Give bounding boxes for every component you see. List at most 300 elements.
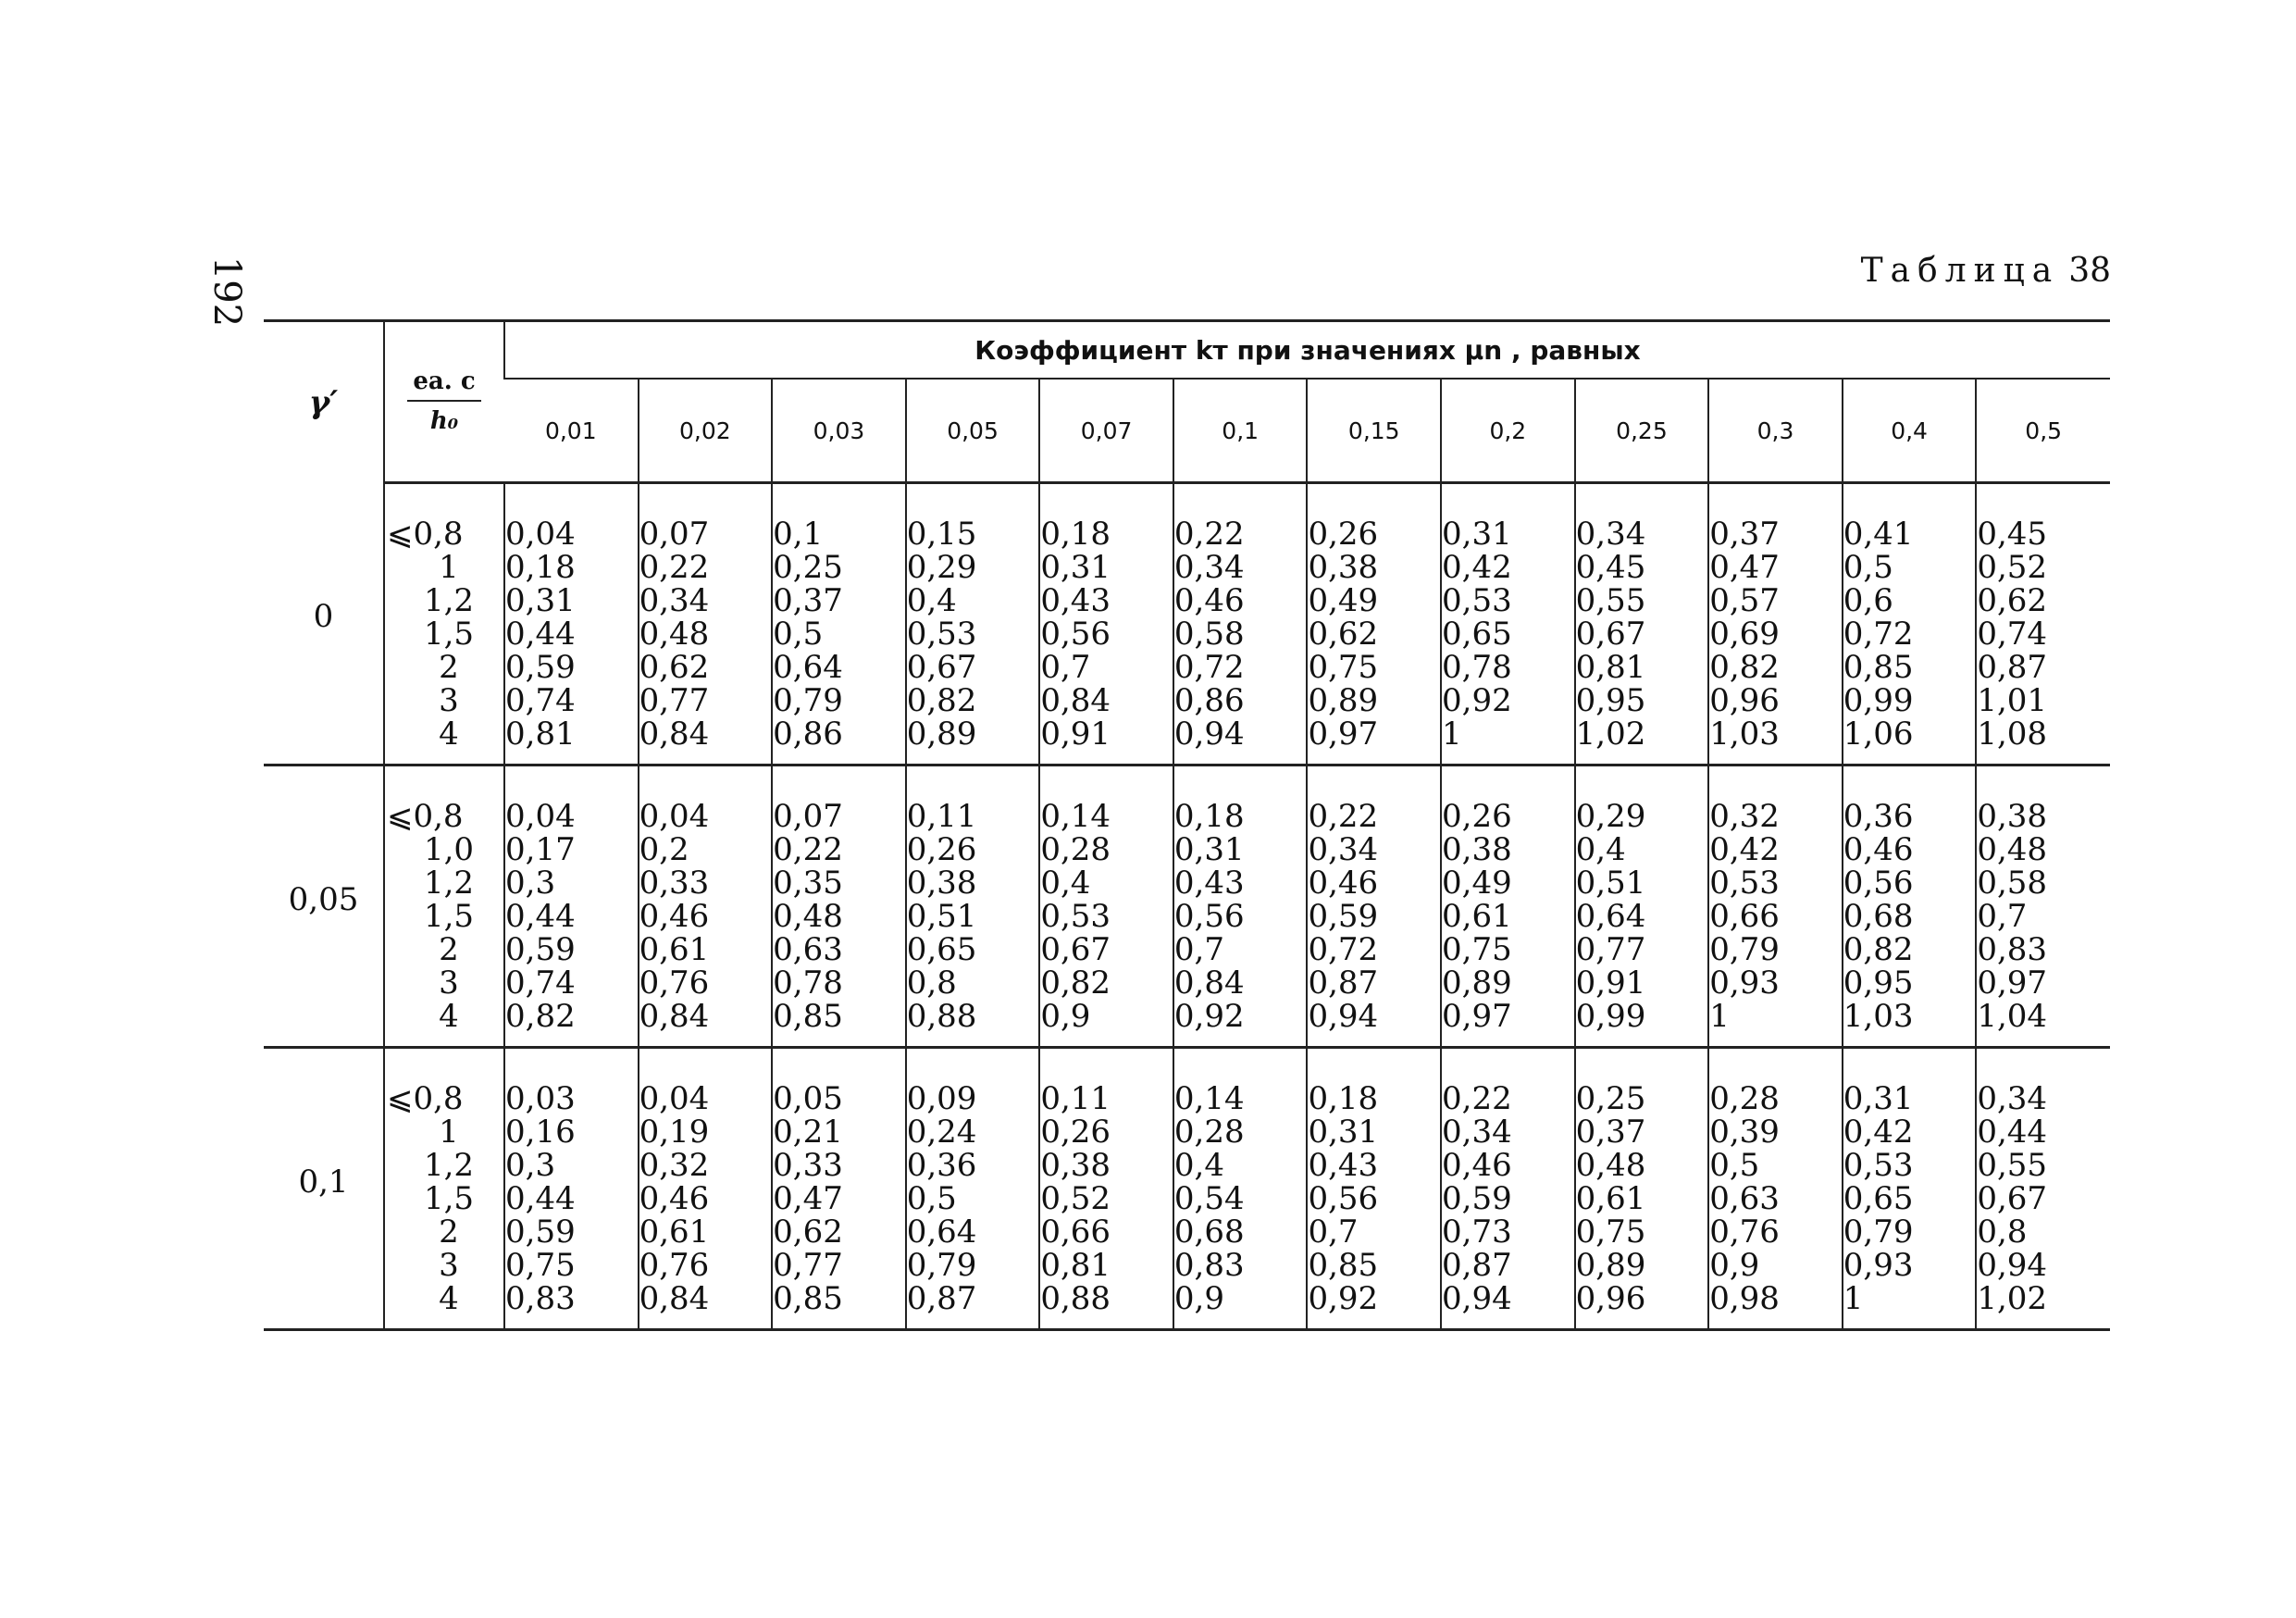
coefficient-value: 0,97	[1308, 716, 1379, 753]
coefficient-value: 0,31	[1040, 549, 1111, 586]
coefficient-value: 0,38	[1040, 1147, 1111, 1184]
coefficient-value: 0,45	[1575, 549, 1646, 586]
coefficient-column-5	[1173, 483, 1308, 765]
header-mu-6: 0,15	[1307, 379, 1441, 483]
coefficient-value: 0,88	[1040, 1280, 1111, 1317]
coefficient-column-2	[772, 765, 906, 1048]
coefficient-value: 0,93	[1843, 1247, 1914, 1284]
coefficient-value: 0,61	[1575, 1180, 1646, 1217]
header-mu-10: 0,4	[1843, 379, 1977, 483]
coefficient-value: 0,83	[1173, 1247, 1245, 1284]
coefficient-value: 1	[1709, 998, 1730, 1035]
coefficient-value: 0,18	[1040, 516, 1111, 553]
coefficient-value: 0,26	[906, 831, 977, 868]
coefficient-column-8	[1575, 765, 1709, 1048]
coefficient-value: 0,86	[773, 716, 843, 753]
coefficient-value: 0,18	[505, 549, 576, 586]
coefficient-value: 0,56	[1308, 1180, 1379, 1217]
coefficient-value: 0,95	[1843, 965, 1914, 1002]
coefficient-value: 0,77	[639, 682, 710, 719]
coefficient-value: 0,85	[773, 1280, 843, 1317]
coefficient-value: 0,72	[1843, 616, 1914, 653]
coefficient-value: 0,22	[1173, 516, 1245, 553]
coefficient-value: 0,09	[906, 1080, 977, 1117]
coefficient-column-9	[1708, 483, 1843, 765]
ratio-value: 3	[439, 965, 459, 1002]
ratio-values	[384, 1048, 504, 1330]
header-mu-8: 0,25	[1575, 379, 1709, 483]
header-mu-7: 0,2	[1441, 379, 1575, 483]
coefficient-column-2	[772, 1048, 906, 1330]
coefficient-column-9	[1708, 1048, 1843, 1330]
coefficient-column-8	[1575, 1048, 1709, 1330]
coefficient-value: 0,78	[773, 965, 843, 1002]
coefficient-value: 0,95	[1575, 682, 1646, 719]
coefficient-value: 0,75	[505, 1247, 576, 1284]
table-row	[264, 483, 2110, 765]
coefficient-value: 0,36	[1843, 798, 1914, 835]
coefficient-value: 0,28	[1173, 1114, 1245, 1151]
coefficient-value: 0,44	[505, 1180, 576, 1217]
coefficient-column-0	[504, 483, 639, 765]
coefficient-column-10	[1843, 765, 1977, 1048]
coefficient-value: 0,55	[1575, 582, 1646, 619]
coefficient-value: 0,4	[1173, 1147, 1224, 1184]
coefficient-value: 0,64	[1575, 898, 1646, 935]
coefficient-value: 0,5	[1843, 549, 1893, 586]
ratio-value: 1,5	[423, 616, 475, 653]
coefficient-value: 0,7	[1173, 931, 1224, 968]
coefficient-value: 0,37	[773, 582, 843, 619]
coefficient-column-8	[1575, 483, 1709, 765]
coefficient-value: 0,7	[1308, 1214, 1359, 1251]
coefficient-value: 0,61	[1442, 898, 1512, 935]
coefficient-value: 0,18	[1173, 798, 1245, 835]
coefficient-value: 0,6	[1843, 582, 1893, 619]
coefficient-value: 0,93	[1709, 965, 1780, 1002]
coefficient-value: 0,92	[1308, 1280, 1379, 1317]
coefficient-value: 0,49	[1308, 582, 1379, 619]
coefficient-value: 0,47	[1709, 549, 1780, 586]
coefficient-column-9	[1708, 765, 1843, 1048]
coefficient-value: 0,65	[1442, 616, 1512, 653]
coefficient-column-1	[639, 1048, 773, 1330]
coefficient-value: 0,69	[1709, 616, 1780, 653]
coefficient-value: 0,91	[1575, 965, 1646, 1002]
coefficient-value: 0,97	[1442, 998, 1512, 1035]
coefficient-value: 0,15	[906, 516, 977, 553]
coefficient-value: 0,63	[773, 931, 843, 968]
coefficient-value: 0,75	[1442, 931, 1512, 968]
coefficient-value: 0,62	[1977, 582, 2048, 619]
coefficient-value: 0,44	[1977, 1114, 2048, 1151]
coefficient-table	[264, 319, 2110, 1331]
ratio-denominator: h₀	[429, 407, 459, 435]
coefficient-value: 0,5	[1709, 1147, 1760, 1184]
coefficient-value: 0,31	[1173, 831, 1245, 868]
ratio-value: ⩽0,8	[387, 798, 464, 835]
coefficient-value: 0,22	[1442, 1080, 1512, 1117]
coefficient-value: 0,86	[1173, 682, 1245, 719]
coefficient-value: 0,78	[1442, 649, 1512, 686]
coefficient-value: 0,26	[1442, 798, 1512, 835]
coefficient-column-2	[772, 483, 906, 765]
coefficient-value: 0,26	[1040, 1114, 1111, 1151]
coefficient-value: 0,8	[1977, 1214, 2028, 1251]
coefficient-value: 0,33	[773, 1147, 843, 1184]
coefficient-value: 0,59	[1308, 898, 1379, 935]
coefficient-value: 1,02	[1977, 1280, 2048, 1317]
coefficient-value: 0,76	[639, 1247, 710, 1284]
coefficient-value: 0,59	[505, 931, 576, 968]
coefficient-value: 0,84	[1173, 965, 1245, 1002]
coefficient-value: 0,29	[906, 549, 977, 586]
coefficient-value: 0,98	[1709, 1280, 1780, 1317]
coefficient-value: 0,81	[1040, 1247, 1111, 1284]
coefficient-value: 0,53	[1040, 898, 1111, 935]
coefficient-column-7	[1441, 483, 1575, 765]
coefficient-value: 0,84	[639, 1280, 710, 1317]
coefficient-value: 0,14	[1173, 1080, 1245, 1117]
coefficient-value: 0,63	[1709, 1180, 1780, 1217]
coefficient-value: 0,66	[1709, 898, 1780, 935]
coefficient-value: 0,7	[1977, 898, 2028, 935]
coefficient-value: 0,4	[1575, 831, 1626, 868]
coefficient-value: 0,46	[1173, 582, 1245, 619]
ratio-value: 1,5	[423, 1180, 475, 1217]
ratio-value: 3	[439, 1247, 459, 1284]
table-caption	[1861, 252, 2111, 290]
coefficient-column-7	[1441, 765, 1575, 1048]
coefficient-value: 1,06	[1843, 716, 1914, 753]
coefficient-value: 1,03	[1843, 998, 1914, 1035]
coefficient-value: 0,1	[773, 516, 824, 553]
coefficient-value: 0,81	[1575, 649, 1646, 686]
coefficient-value: 0,94	[1442, 1280, 1512, 1317]
coefficient-value: 0,64	[906, 1214, 977, 1251]
coefficient-value: 0,73	[1442, 1214, 1512, 1251]
coefficient-value: 0,34	[1308, 831, 1379, 868]
coefficient-column-1	[639, 765, 773, 1048]
coefficient-value: 0,75	[1575, 1214, 1646, 1251]
ratio-value: 2	[439, 649, 459, 686]
coefficient-value: 0,53	[906, 616, 977, 653]
coefficient-value: 1	[1442, 716, 1462, 753]
page-number: 192	[205, 255, 248, 328]
coefficient-value: 0,96	[1575, 1280, 1646, 1317]
coefficient-value: 0,74	[505, 682, 576, 719]
ratio-value: 1	[439, 1114, 459, 1151]
coefficient-value: 0,65	[1843, 1180, 1914, 1217]
header-mu-0: 0,01	[504, 379, 639, 483]
coefficient-value: 0,03	[505, 1080, 576, 1117]
header-ratio	[384, 321, 504, 483]
coefficient-value: 0,25	[773, 549, 843, 586]
ratio-value: 1,2	[423, 865, 475, 902]
coefficient-value: 0,49	[1442, 865, 1512, 902]
coefficient-column-4	[1039, 1048, 1173, 1330]
coefficient-value: 1,04	[1977, 998, 2048, 1035]
ratio-value: 1,5	[423, 898, 475, 935]
header-mu-4: 0,07	[1039, 379, 1173, 483]
coefficient-value: 0,68	[1843, 898, 1914, 935]
ratio-fraction	[407, 367, 480, 436]
coefficient-value: 0,5	[773, 616, 824, 653]
coefficient-value: 0,48	[1977, 831, 2048, 868]
coefficient-value: 0,51	[1575, 865, 1646, 902]
header-span-title: Коэффициент kт при значениях μn , равных	[504, 321, 2110, 380]
group-0	[264, 483, 2110, 765]
coefficient-value: 0,58	[1173, 616, 1245, 653]
coefficient-value: 0,56	[1040, 616, 1111, 653]
coefficient-value: 0,59	[505, 1214, 576, 1251]
coefficient-value: 0,43	[1040, 582, 1111, 619]
coefficient-value: 0,89	[1308, 682, 1379, 719]
coefficient-column-11	[1976, 765, 2110, 1048]
coefficient-value: 0,32	[1709, 798, 1780, 835]
coefficient-value: 0,54	[1173, 1180, 1245, 1217]
ratio-value: ⩽0,8	[387, 516, 464, 553]
ratio-value: 2	[439, 931, 459, 968]
ratio-values	[384, 765, 504, 1048]
coefficient-column-6	[1307, 483, 1441, 765]
coefficient-value: 0,89	[906, 716, 977, 753]
coefficient-value: 0,52	[1040, 1180, 1111, 1217]
coefficient-value: 0,91	[1040, 716, 1111, 753]
coefficient-value: 0,34	[1575, 516, 1646, 553]
coefficient-value: 0,34	[639, 582, 710, 619]
coefficient-value: 0,42	[1843, 1114, 1914, 1151]
coefficient-value: 0,79	[906, 1247, 977, 1284]
coefficient-column-10	[1843, 483, 1977, 765]
coefficient-value: 0,11	[1040, 1080, 1111, 1117]
coefficient-value: 0,57	[1709, 582, 1780, 619]
coefficient-value: 0,3	[505, 1147, 556, 1184]
header-mu-2: 0,03	[772, 379, 906, 483]
coefficient-value: 0,84	[1040, 682, 1111, 719]
gamma-value: 0,05	[264, 765, 384, 1048]
coefficient-column-11	[1976, 1048, 2110, 1330]
ratio-value: 4	[439, 716, 459, 753]
coefficient-value: 0,04	[639, 1080, 710, 1117]
coefficient-value: 0,66	[1040, 1214, 1111, 1251]
coefficient-value: 0,33	[639, 865, 710, 902]
ratio-value: ⩽0,8	[387, 1080, 464, 1117]
header-mu-11: 0,5	[1976, 379, 2110, 483]
coefficient-value: 0,35	[773, 865, 843, 902]
coefficient-value: 0,62	[1308, 616, 1379, 653]
coefficient-value: 0,46	[1843, 831, 1914, 868]
coefficient-value: 0,82	[1709, 649, 1780, 686]
coefficient-value: 0,37	[1575, 1114, 1646, 1151]
coefficient-value: 0,99	[1575, 998, 1646, 1035]
coefficient-value: 0,48	[773, 898, 843, 935]
table-row	[264, 765, 2110, 1048]
coefficient-value: 0,7	[1040, 649, 1091, 686]
coefficient-value: 0,38	[1308, 549, 1379, 586]
coefficient-value: 0,67	[1040, 931, 1111, 968]
ratio-value: 3	[439, 682, 459, 719]
coefficient-value: 0,42	[1709, 831, 1780, 868]
group-1	[264, 765, 2110, 1048]
coefficient-value: 0,19	[639, 1114, 710, 1151]
coefficient-value: 0,82	[906, 682, 977, 719]
coefficient-value: 0,68	[1173, 1214, 1245, 1251]
coefficient-value: 0,07	[639, 516, 710, 553]
coefficient-value: 0,34	[1442, 1114, 1512, 1151]
coefficient-value: 0,97	[1977, 965, 2048, 1002]
coefficient-value: 0,74	[1977, 616, 2048, 653]
coefficient-column-4	[1039, 765, 1173, 1048]
coefficient-value: 0,47	[773, 1180, 843, 1217]
coefficient-value: 0,92	[1173, 998, 1245, 1035]
coefficient-value: 0,76	[639, 965, 710, 1002]
coefficient-value: 0,44	[505, 898, 576, 935]
coefficient-column-6	[1307, 765, 1441, 1048]
coefficient-value: 0,67	[1575, 616, 1646, 653]
coefficient-value: 0,2	[639, 831, 689, 868]
coefficient-value: 0,83	[1977, 931, 2048, 968]
coefficient-value: 0,04	[505, 798, 576, 835]
coefficient-value: 0,26	[1308, 516, 1379, 553]
coefficient-value: 0,84	[639, 716, 710, 753]
coefficient-value: 0,39	[1709, 1114, 1780, 1151]
coefficient-value: 0,89	[1575, 1247, 1646, 1284]
coefficient-column-0	[504, 1048, 639, 1330]
coefficient-value: 0,51	[906, 898, 977, 935]
coefficient-value: 0,94	[1977, 1247, 2048, 1284]
coefficient-value: 0,94	[1308, 998, 1379, 1035]
coefficient-value: 0,44	[505, 616, 576, 653]
coefficient-value: 0,58	[1977, 865, 2048, 902]
coefficient-value: 0,74	[505, 965, 576, 1002]
coefficient-value: 0,77	[1575, 931, 1646, 968]
ratio-values	[384, 483, 504, 765]
coefficient-value: 0,48	[639, 616, 710, 653]
coefficient-value: 0,43	[1173, 865, 1245, 902]
coefficient-value: 0,62	[773, 1214, 843, 1251]
coefficient-value: 0,85	[1843, 649, 1914, 686]
table-caption-label: Таблица	[1860, 252, 2060, 290]
coefficient-value: 0,31	[1442, 516, 1512, 553]
coefficient-value: 0,9	[1040, 998, 1091, 1035]
coefficient-value: 0,81	[505, 716, 576, 753]
coefficient-value: 0,16	[505, 1114, 576, 1151]
coefficient-value: 0,85	[1308, 1247, 1379, 1284]
coefficient-value: 1,02	[1575, 716, 1646, 753]
coefficient-value: 0,34	[1977, 1080, 2048, 1117]
coefficient-value: 0,79	[1709, 931, 1780, 968]
gamma-value: 0,1	[264, 1048, 384, 1330]
coefficient-value: 0,3	[505, 865, 556, 902]
coefficient-value: 0,72	[1173, 649, 1245, 686]
coefficient-value: 0,46	[639, 898, 710, 935]
coefficient-value: 0,11	[906, 798, 977, 835]
coefficient-value: 0,9	[1173, 1280, 1224, 1317]
coefficient-value: 0,62	[639, 649, 710, 686]
coefficient-value: 0,56	[1173, 898, 1245, 935]
header-mu-1: 0,02	[639, 379, 773, 483]
coefficient-value: 0,38	[1977, 798, 2048, 835]
coefficient-column-1	[639, 483, 773, 765]
coefficient-value: 0,99	[1843, 682, 1914, 719]
coefficient-value: 0,77	[773, 1247, 843, 1284]
coefficient-value: 0,53	[1442, 582, 1512, 619]
coefficient-column-7	[1441, 1048, 1575, 1330]
coefficient-value: 0,31	[1843, 1080, 1914, 1117]
coefficient-value: 0,29	[1575, 798, 1646, 835]
ratio-value: 1	[439, 549, 459, 586]
coefficient-value: 0,65	[906, 931, 977, 968]
coefficient-value: 0,89	[1442, 965, 1512, 1002]
header-mu-row	[264, 379, 2110, 483]
header-mu-3: 0,05	[906, 379, 1040, 483]
coefficient-value: 0,45	[1977, 516, 2048, 553]
coefficient-value: 0,46	[1442, 1147, 1512, 1184]
coefficient-column-3	[906, 1048, 1040, 1330]
coefficient-value: 0,79	[1843, 1214, 1914, 1251]
header-mu-9: 0,3	[1708, 379, 1843, 483]
coefficient-value: 0,5	[906, 1180, 957, 1217]
coefficient-value: 0,38	[1442, 831, 1512, 868]
coefficient-value: 0,18	[1308, 1080, 1379, 1117]
coefficient-value: 0,28	[1040, 831, 1111, 868]
ratio-value: 1,2	[423, 1147, 475, 1184]
ratio-value: 2	[439, 1214, 459, 1251]
coefficient-value: 1,08	[1977, 716, 2048, 753]
coefficient-value: 0,83	[505, 1280, 576, 1317]
table-row	[264, 1048, 2110, 1330]
coefficient-value: 0,17	[505, 831, 576, 868]
header-mu-5: 0,1	[1173, 379, 1308, 483]
coefficient-value: 0,88	[906, 998, 977, 1035]
ratio-value: 1,0	[423, 831, 475, 868]
coefficient-value: 0,24	[906, 1114, 977, 1151]
coefficient-value: 0,34	[1173, 549, 1245, 586]
coefficient-value: 0,84	[639, 998, 710, 1035]
header-gamma: γ′	[264, 321, 384, 483]
coefficient-value: 0,46	[639, 1180, 710, 1217]
coefficient-value: 0,04	[505, 516, 576, 553]
group-2	[264, 1048, 2110, 1330]
ratio-numerator: eа. с	[407, 367, 480, 402]
coefficient-value: 0,21	[773, 1114, 843, 1151]
ratio-value: 1,2	[423, 582, 475, 619]
coefficient-value: 0,79	[773, 682, 843, 719]
coefficient-value: 0,92	[1442, 682, 1512, 719]
coefficient-value: 0,25	[1575, 1080, 1646, 1117]
coefficient-column-4	[1039, 483, 1173, 765]
coefficient-column-5	[1173, 1048, 1308, 1330]
coefficient-value: 0,82	[1843, 931, 1914, 968]
coefficient-value: 0,31	[1308, 1114, 1379, 1151]
coefficient-value: 0,9	[1709, 1247, 1760, 1284]
coefficient-column-3	[906, 483, 1040, 765]
coefficient-value: 0,36	[906, 1147, 977, 1184]
coefficient-value: 0,14	[1040, 798, 1111, 835]
coefficient-value: 0,59	[1442, 1180, 1512, 1217]
coefficient-value: 0,41	[1843, 516, 1914, 553]
coefficient-value: 0,37	[1709, 516, 1780, 553]
coefficient-value: 0,05	[773, 1080, 843, 1117]
coefficient-column-11	[1976, 483, 2110, 765]
coefficient-value: 0,4	[1040, 865, 1091, 902]
coefficient-value: 0,61	[639, 1214, 710, 1251]
ratio-value: 4	[439, 1280, 459, 1317]
coefficient-value: 0,43	[1308, 1147, 1379, 1184]
coefficient-value: 0,38	[906, 865, 977, 902]
coefficient-value: 1,03	[1709, 716, 1780, 753]
